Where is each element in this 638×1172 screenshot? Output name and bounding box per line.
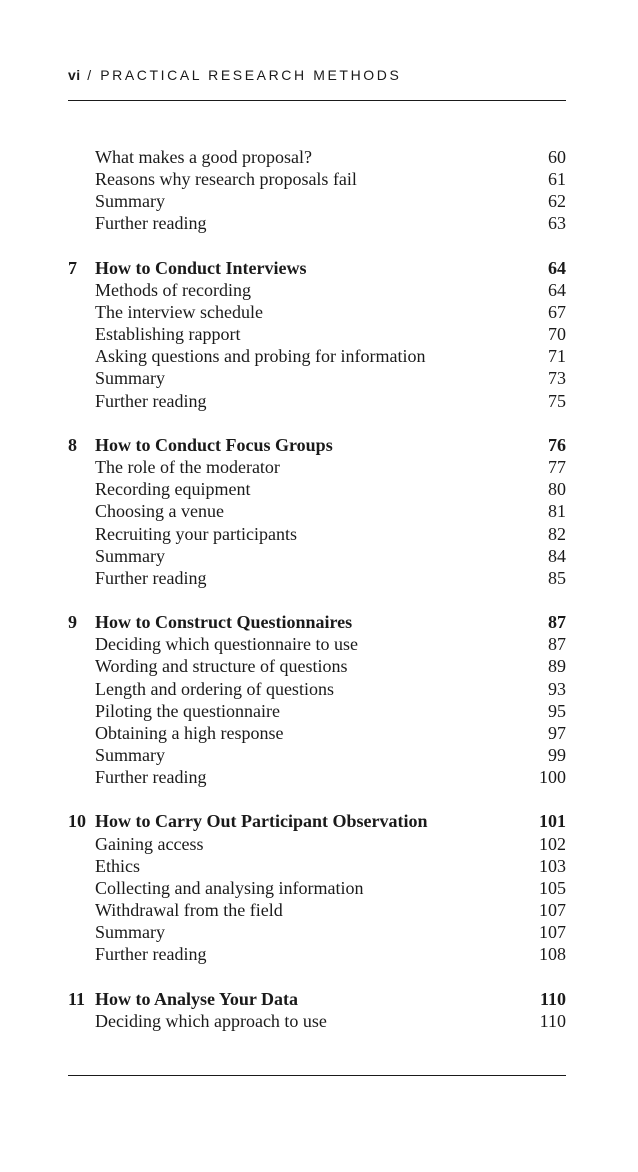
toc-section-title: Gaining access (95, 834, 204, 854)
toc-chapter-number: 11 (68, 989, 86, 1009)
toc-section-row (68, 877, 566, 899)
toc-section-title: Summary (95, 191, 165, 211)
toc-section-title: Piloting the questionnaire (95, 701, 280, 721)
toc-page-number: 110 (539, 989, 566, 1009)
toc-page-number: 60 (548, 147, 566, 167)
toc-section-row (68, 523, 566, 545)
toc-page-number: 81 (548, 501, 566, 521)
running-head-separator: / (87, 67, 94, 83)
toc-page-number: 100 (539, 767, 566, 787)
toc-page-number: 85 (548, 568, 566, 588)
toc-section-row (68, 567, 566, 589)
toc-section-row (68, 1010, 566, 1032)
toc-section-title: Summary (95, 745, 165, 765)
toc-section-title: Summary (95, 922, 165, 942)
toc-page-number: 77 (548, 457, 566, 477)
toc-section-title: Choosing a venue (95, 501, 224, 521)
toc-page-number: 95 (548, 701, 566, 721)
toc-section-title: Obtaining a high response (95, 723, 284, 743)
toc-page-number: 103 (539, 856, 566, 876)
toc-section-row (68, 478, 566, 500)
toc-section-title: Further reading (95, 391, 207, 411)
toc-section-title: Further reading (95, 568, 207, 588)
toc-chapter-title: How to Analyse Your Data (95, 989, 299, 1009)
toc-page-number: 67 (548, 302, 566, 322)
toc-section-title: Asking questions and probing for information (95, 346, 426, 366)
toc-section-row (68, 678, 566, 700)
toc-section-row (68, 921, 566, 943)
toc-page-number: 101 (539, 811, 566, 831)
toc-section-row (68, 367, 566, 389)
toc-section-row (68, 345, 566, 367)
toc-section-title: Further reading (95, 767, 207, 787)
toc-page-number: 64 (548, 280, 566, 300)
toc-section-row (68, 943, 566, 965)
toc-page-number: 105 (539, 878, 566, 898)
toc-section-row (68, 500, 566, 522)
toc-page-number: 62 (548, 191, 566, 211)
toc-page-number: 71 (548, 346, 566, 366)
toc-page-number: 76 (548, 435, 566, 455)
toc-section-row (68, 855, 566, 877)
toc-section-title: Collecting and analysing information (95, 878, 364, 898)
toc-page-number: 97 (548, 723, 566, 743)
toc-chapter-title: How to Conduct Interviews (95, 258, 307, 278)
toc-chapter-title: How to Construct Questionnaires (95, 612, 353, 632)
toc-chapter-number: 7 (68, 258, 77, 278)
toc-section-title: Wording and structure of questions (95, 656, 348, 676)
toc-section-title: Withdrawal from the field (95, 900, 283, 920)
toc-section-row (68, 633, 566, 655)
toc-section-row (68, 722, 566, 744)
toc-chapter-row (68, 434, 566, 456)
toc-section-row (68, 190, 566, 212)
toc-section-row (68, 279, 566, 301)
toc-chapter-title: How to Carry Out Participant Observation (95, 811, 428, 831)
toc-page-number: 73 (548, 368, 566, 388)
toc-page-number: 82 (548, 524, 566, 544)
toc-chapter-row (68, 257, 566, 279)
toc-chapter-title: How to Conduct Focus Groups (95, 435, 333, 455)
toc-section-title: Further reading (95, 213, 207, 233)
toc-section-title: Reasons why research proposals fail (95, 169, 357, 189)
page-folio: vi (68, 67, 81, 83)
toc-chapter-number: 10 (68, 811, 86, 831)
footer-rule (68, 1075, 566, 1076)
toc-section-row (68, 899, 566, 921)
toc-page-number: 84 (548, 546, 566, 566)
toc-page-number: 107 (539, 922, 566, 942)
toc-section-row (68, 301, 566, 323)
toc-page-number: 80 (548, 479, 566, 499)
toc-page-number: 61 (548, 169, 566, 189)
toc-section-title: Recording equipment (95, 479, 251, 499)
toc-page-number: 99 (548, 745, 566, 765)
toc-page-number: 75 (548, 391, 566, 411)
toc-section-title: What makes a good proposal? (95, 147, 312, 167)
toc-page-number: 70 (548, 324, 566, 344)
toc-page-number: 93 (548, 679, 566, 699)
toc-chapter-number: 9 (68, 612, 77, 632)
toc-page-number: 107 (539, 900, 566, 920)
toc-section-title: Establishing rapport (95, 324, 241, 344)
toc-section-title: The role of the moderator (95, 457, 280, 477)
toc-chapter-row (68, 810, 566, 832)
toc-page-number: 102 (539, 834, 566, 854)
toc-page-number: 87 (548, 634, 566, 654)
toc-section-title: Methods of recording (95, 280, 251, 300)
toc-section-row (68, 744, 566, 766)
toc-chapter-row (68, 611, 566, 633)
toc-section-title: The interview schedule (95, 302, 263, 322)
toc-section-row (68, 456, 566, 478)
toc-section-row (68, 833, 566, 855)
running-head-title: PRACTICAL RESEARCH METHODS (100, 67, 402, 83)
toc-section-title: Summary (95, 368, 165, 388)
toc-section-row (68, 700, 566, 722)
header-rule (68, 100, 566, 101)
toc-section-row (68, 545, 566, 567)
toc-page-number: 87 (548, 612, 566, 632)
toc-section-row (68, 655, 566, 677)
toc-section-row (68, 766, 566, 788)
toc-page-number: 110 (539, 1011, 566, 1031)
toc-chapter-row (68, 988, 566, 1010)
toc-section-title: Length and ordering of questions (95, 679, 334, 699)
toc-section-row (68, 323, 566, 345)
toc-section-title: Deciding which questionnaire to use (95, 634, 358, 654)
running-head (68, 67, 401, 83)
toc-page-number: 63 (548, 213, 566, 233)
toc-section-row (68, 146, 566, 168)
toc-section-title: Summary (95, 546, 165, 566)
toc-section-row (68, 390, 566, 412)
toc-page-number: 89 (548, 656, 566, 676)
toc-section-row (68, 212, 566, 234)
toc-section-title: Recruiting your participants (95, 524, 297, 544)
toc-page-number: 64 (548, 258, 566, 278)
toc-section-title: Further reading (95, 944, 207, 964)
toc-section-row (68, 168, 566, 190)
toc-page-number: 108 (539, 944, 566, 964)
toc-section-title: Ethics (95, 856, 140, 876)
toc-chapter-number: 8 (68, 435, 77, 455)
toc-section-title: Deciding which approach to use (95, 1011, 327, 1031)
